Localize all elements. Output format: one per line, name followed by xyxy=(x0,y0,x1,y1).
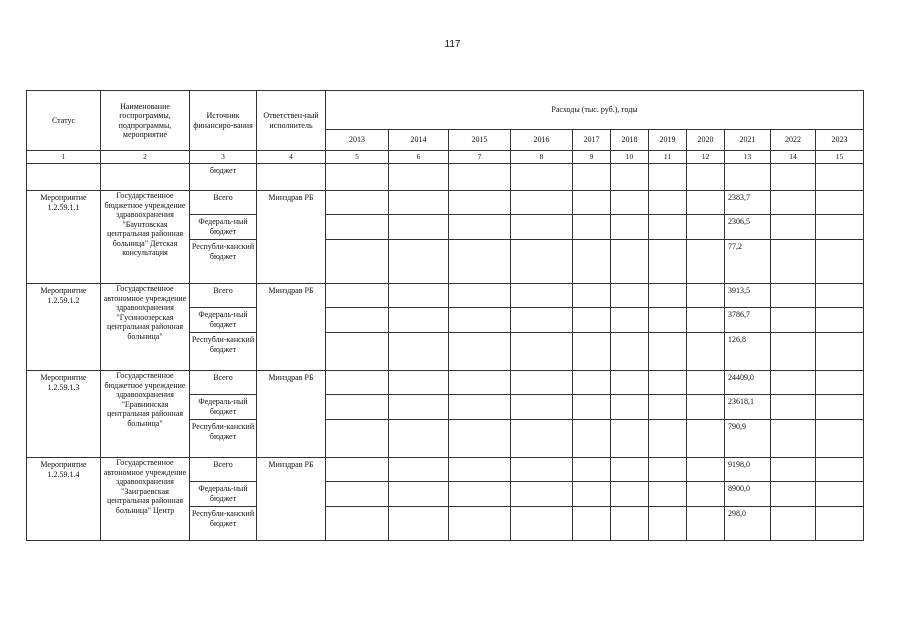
expense-cell xyxy=(449,420,511,458)
event-name: Государственное бюджетное учреждение здравоохранения "Баунтовская центральная районная больница" Детская консультация xyxy=(101,191,190,284)
expense-cell xyxy=(771,507,816,541)
expense-cell xyxy=(326,395,389,420)
event-executor: Минздрав РБ xyxy=(257,191,326,284)
column-number: 4 xyxy=(257,151,326,164)
expense-cell xyxy=(389,284,449,308)
expense-2021: 8900,0 xyxy=(725,482,771,507)
event-row xyxy=(27,284,864,308)
funding-source: Всего xyxy=(190,284,257,308)
expense-cell xyxy=(687,458,725,482)
expense-cell xyxy=(649,395,687,420)
expense-cell xyxy=(771,371,816,395)
expense-cell xyxy=(511,240,573,284)
column-number: 8 xyxy=(511,151,573,164)
expense-cell xyxy=(511,395,573,420)
expense-cell xyxy=(816,240,864,284)
expense-cell xyxy=(449,308,511,333)
expense-cell xyxy=(573,371,611,395)
expense-cell xyxy=(511,507,573,541)
expense-cell xyxy=(573,215,611,240)
expense-cell xyxy=(326,458,389,482)
expense-cell xyxy=(511,191,573,215)
expense-cell xyxy=(649,507,687,541)
expense-cell xyxy=(573,507,611,541)
column-number: 11 xyxy=(649,151,687,164)
event-row xyxy=(27,371,864,395)
column-number: 3 xyxy=(190,151,257,164)
funding-source: Республи-канский бюджет xyxy=(190,333,257,371)
header-status: Статус xyxy=(27,91,101,151)
funding-source: Республи-канский бюджет xyxy=(190,420,257,458)
expense-cell xyxy=(687,308,725,333)
expense-cell xyxy=(449,507,511,541)
event-status: Мероприятие 1.2.59.1.4 xyxy=(27,458,101,541)
column-number: 12 xyxy=(687,151,725,164)
expense-cell xyxy=(326,371,389,395)
header-year: 2022 xyxy=(771,130,816,151)
expense-2021: 3786,7 xyxy=(725,308,771,333)
expense-cell xyxy=(611,482,649,507)
column-number: 10 xyxy=(611,151,649,164)
expense-cell xyxy=(573,191,611,215)
expense-cell xyxy=(687,395,725,420)
expense-cell xyxy=(771,420,816,458)
expense-cell xyxy=(611,240,649,284)
expense-cell xyxy=(573,333,611,371)
expense-cell xyxy=(771,240,816,284)
expense-cell xyxy=(649,420,687,458)
continuation-source: бюджет xyxy=(190,164,257,191)
funding-source: Республи-канский бюджет xyxy=(190,240,257,284)
expense-cell xyxy=(611,191,649,215)
expense-2021: 790,9 xyxy=(725,420,771,458)
expense-cell xyxy=(611,284,649,308)
page-number: 117 xyxy=(444,39,461,50)
event-name: Государственное автономное учреждение здравоохранения "Заиграевская центральная районная больница" Центр xyxy=(101,458,190,541)
event-status: Мероприятие 1.2.59.1.3 xyxy=(27,371,101,458)
expense-cell xyxy=(449,240,511,284)
expense-cell xyxy=(326,191,389,215)
expense-cell xyxy=(511,420,573,458)
expense-cell xyxy=(449,284,511,308)
expense-cell xyxy=(649,482,687,507)
expense-cell xyxy=(649,371,687,395)
expense-cell xyxy=(816,308,864,333)
expense-cell xyxy=(389,420,449,458)
funding-source: Всего xyxy=(190,458,257,482)
expense-cell xyxy=(389,507,449,541)
expense-cell xyxy=(326,420,389,458)
events-body xyxy=(27,191,864,541)
expense-cell xyxy=(611,458,649,482)
expense-cell xyxy=(389,240,449,284)
expense-cell xyxy=(687,371,725,395)
expense-cell xyxy=(511,371,573,395)
expense-cell xyxy=(816,371,864,395)
expense-cell xyxy=(649,284,687,308)
expense-cell xyxy=(611,371,649,395)
expense-cell xyxy=(449,191,511,215)
expense-2021: 3913,5 xyxy=(725,284,771,308)
column-number: 1 xyxy=(27,151,101,164)
expense-cell xyxy=(816,458,864,482)
expense-cell xyxy=(687,333,725,371)
funding-source: Федераль-ный бюджет xyxy=(190,482,257,507)
expense-cell xyxy=(771,215,816,240)
expense-cell xyxy=(389,482,449,507)
expense-cell xyxy=(771,191,816,215)
expense-cell xyxy=(816,333,864,371)
event-row xyxy=(27,191,864,215)
expense-cell xyxy=(771,308,816,333)
expense-cell xyxy=(449,215,511,240)
expense-cell xyxy=(687,507,725,541)
expense-cell xyxy=(326,215,389,240)
expense-2021: 23618,1 xyxy=(725,395,771,420)
event-executor: Минздрав РБ xyxy=(257,458,326,541)
expense-cell xyxy=(326,333,389,371)
expense-cell xyxy=(611,333,649,371)
expense-cell xyxy=(389,308,449,333)
header-year: 2018 xyxy=(611,130,649,151)
expense-cell xyxy=(816,420,864,458)
expense-cell xyxy=(687,420,725,458)
column-number: 14 xyxy=(771,151,816,164)
header-year: 2013 xyxy=(326,130,389,151)
expense-cell xyxy=(511,458,573,482)
expense-cell xyxy=(816,215,864,240)
expense-cell xyxy=(389,371,449,395)
expense-cell xyxy=(611,215,649,240)
event-executor: Минздрав РБ xyxy=(257,371,326,458)
expense-cell xyxy=(326,284,389,308)
expense-cell xyxy=(816,191,864,215)
column-number: 7 xyxy=(449,151,511,164)
expense-cell xyxy=(573,284,611,308)
expense-cell xyxy=(771,458,816,482)
header-year: 2015 xyxy=(449,130,511,151)
expense-cell xyxy=(687,240,725,284)
column-number: 9 xyxy=(573,151,611,164)
expense-cell xyxy=(389,458,449,482)
expense-cell xyxy=(687,215,725,240)
header-year: 2023 xyxy=(816,130,864,151)
expense-cell xyxy=(449,333,511,371)
expense-2021: 298,0 xyxy=(725,507,771,541)
expense-cell xyxy=(649,215,687,240)
header-year: 2019 xyxy=(649,130,687,151)
expense-cell xyxy=(389,191,449,215)
expense-cell xyxy=(511,333,573,371)
expense-cell xyxy=(771,333,816,371)
header-name: Наименование госпрограммы, подпрограммы, мероприятие xyxy=(101,91,190,151)
header-expenses: Расходы (тыс. руб.), годы xyxy=(326,91,864,130)
funding-source: Всего xyxy=(190,191,257,215)
expense-cell xyxy=(326,308,389,333)
column-number: 13 xyxy=(725,151,771,164)
funding-source: Республи-канский бюджет xyxy=(190,507,257,541)
header-year: 2016 xyxy=(511,130,573,151)
expense-cell xyxy=(511,284,573,308)
expenses-table xyxy=(26,90,864,541)
expense-cell xyxy=(611,507,649,541)
expense-cell xyxy=(816,395,864,420)
expense-2021: 2306,5 xyxy=(725,215,771,240)
continuation-row xyxy=(27,164,864,191)
expense-cell xyxy=(326,507,389,541)
expense-cell xyxy=(816,284,864,308)
column-number: 6 xyxy=(389,151,449,164)
event-status: Мероприятие 1.2.59.1.2 xyxy=(27,284,101,371)
expense-cell xyxy=(611,308,649,333)
expense-cell xyxy=(611,395,649,420)
expense-cell xyxy=(687,191,725,215)
expense-cell xyxy=(573,240,611,284)
funding-source: Федераль-ный бюджет xyxy=(190,395,257,420)
expense-cell xyxy=(649,333,687,371)
expense-cell xyxy=(573,482,611,507)
header-year: 2020 xyxy=(687,130,725,151)
event-name: Государственное автономное учреждение здравоохранения "Гусиноозерская центральная районная больница" xyxy=(101,284,190,371)
expense-cell xyxy=(511,308,573,333)
expense-cell xyxy=(449,458,511,482)
expense-cell xyxy=(611,420,649,458)
event-executor: Минздрав РБ xyxy=(257,284,326,371)
event-status: Мероприятие 1.2.59.1.1 xyxy=(27,191,101,284)
expense-2021: 2383,7 xyxy=(725,191,771,215)
header-year: 2014 xyxy=(389,130,449,151)
expense-cell xyxy=(649,458,687,482)
expense-2021: 9198,0 xyxy=(725,458,771,482)
expense-cell xyxy=(573,420,611,458)
header-source: Источник финансиро-вания xyxy=(190,91,257,151)
expense-cell xyxy=(511,482,573,507)
event-name: Государственное бюджетное учреждение здравоохранения "Еравнинская центральная районная больница" xyxy=(101,371,190,458)
expense-cell xyxy=(511,215,573,240)
expense-cell xyxy=(816,507,864,541)
expense-cell xyxy=(449,482,511,507)
event-row xyxy=(27,458,864,482)
column-number: 2 xyxy=(101,151,190,164)
expense-cell xyxy=(389,333,449,371)
expense-cell xyxy=(449,395,511,420)
header-year: 2017 xyxy=(573,130,611,151)
column-number: 15 xyxy=(816,151,864,164)
column-number: 5 xyxy=(326,151,389,164)
header-year: 2021 xyxy=(725,130,771,151)
expense-cell xyxy=(771,395,816,420)
expense-cell xyxy=(687,482,725,507)
expense-cell xyxy=(573,308,611,333)
expense-cell xyxy=(771,284,816,308)
column-number-row xyxy=(27,151,864,164)
expense-cell xyxy=(649,191,687,215)
header-executor: Ответствен-ный исполнитель xyxy=(257,91,326,151)
expense-cell xyxy=(687,284,725,308)
expense-cell xyxy=(573,458,611,482)
expense-cell xyxy=(449,371,511,395)
expense-cell xyxy=(389,395,449,420)
expense-cell xyxy=(326,240,389,284)
expense-2021: 126,8 xyxy=(725,333,771,371)
funding-source: Федераль-ный бюджет xyxy=(190,215,257,240)
expense-cell xyxy=(573,395,611,420)
expense-cell xyxy=(816,482,864,507)
funding-source: Федераль-ный бюджет xyxy=(190,308,257,333)
expense-cell xyxy=(649,240,687,284)
expense-2021: 24409,0 xyxy=(725,371,771,395)
funding-source: Всего xyxy=(190,371,257,395)
expense-cell xyxy=(326,482,389,507)
expense-cell xyxy=(771,482,816,507)
expense-cell xyxy=(649,308,687,333)
expense-2021: 77,2 xyxy=(725,240,771,284)
expense-cell xyxy=(389,215,449,240)
